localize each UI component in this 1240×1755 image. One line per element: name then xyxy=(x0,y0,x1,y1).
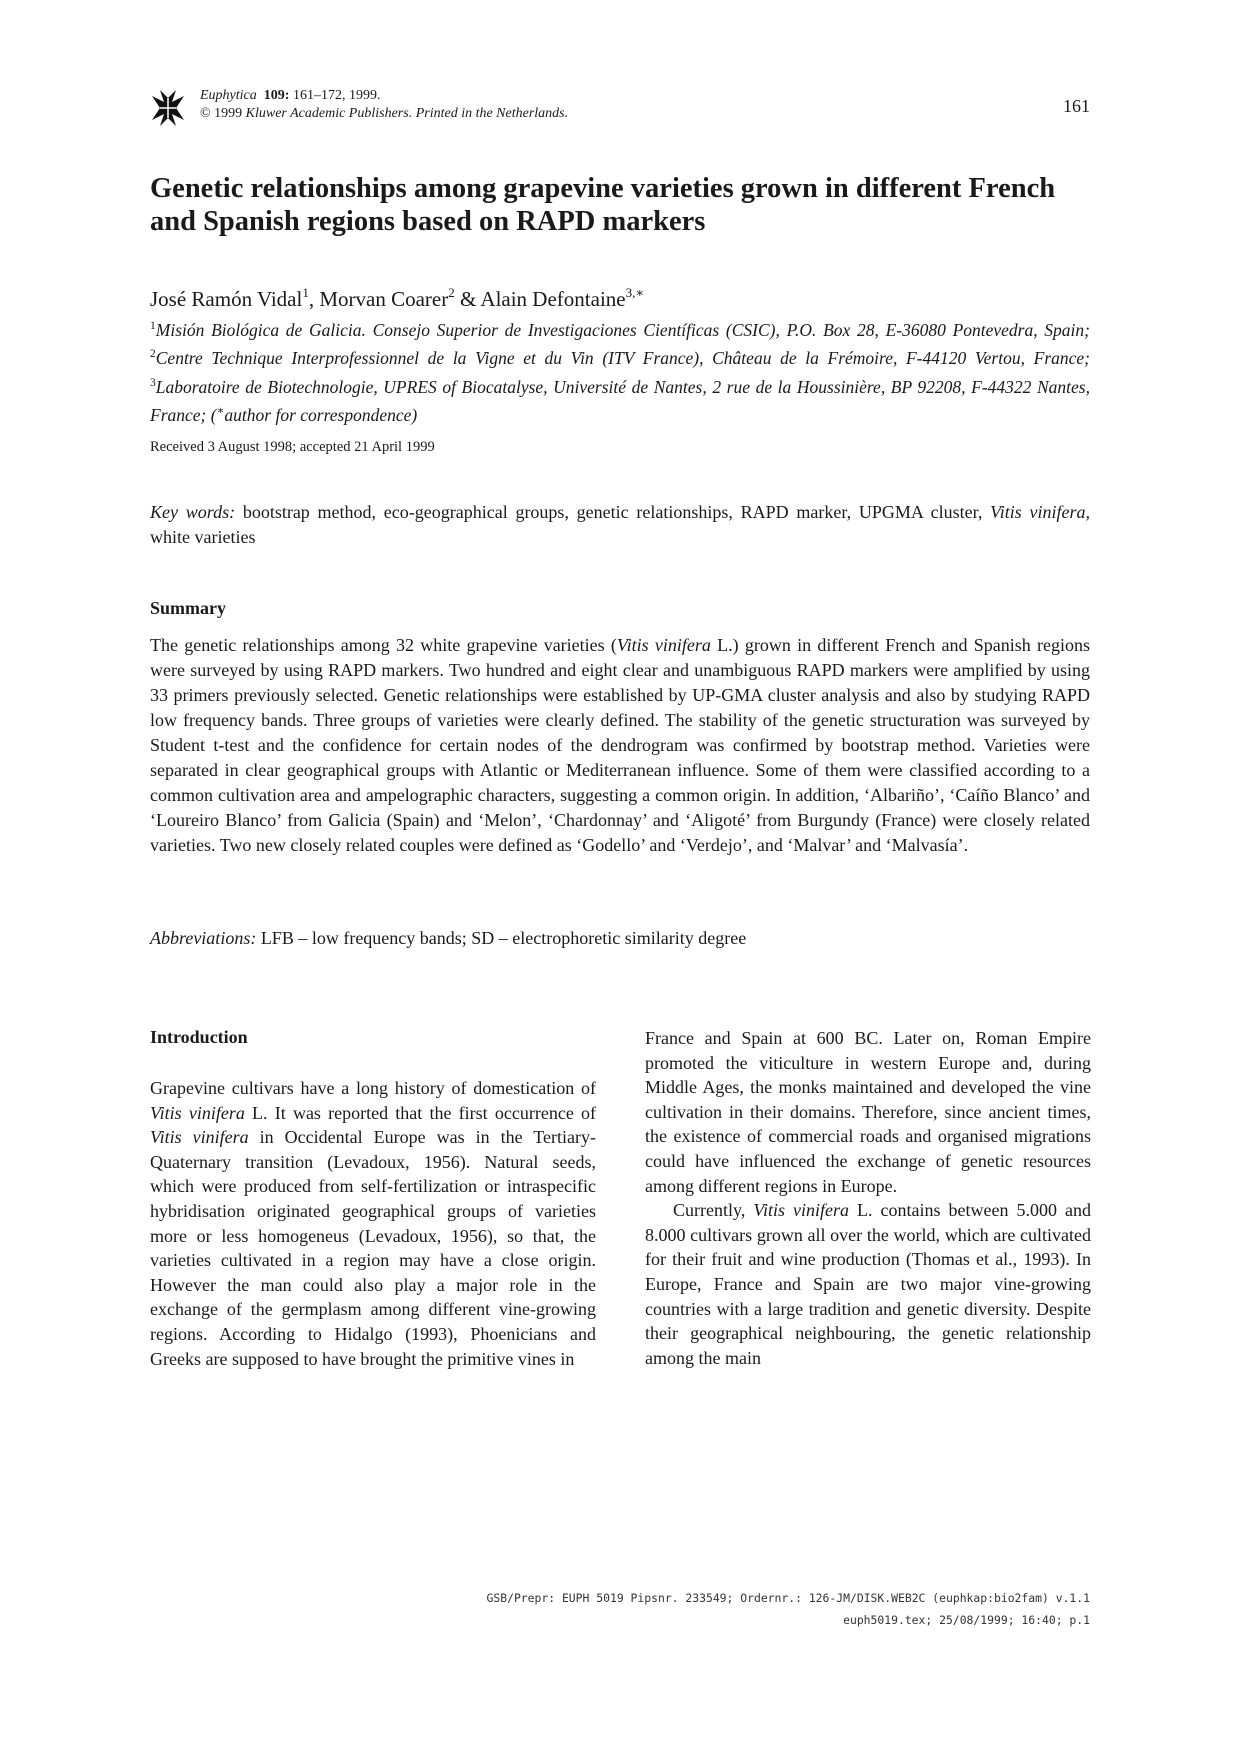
introduction-heading: Introduction xyxy=(150,1027,248,1047)
affil-sup: 3 xyxy=(150,376,156,389)
keywords-label: Key words: xyxy=(150,502,236,522)
keywords-species: Vitis vinifera, xyxy=(990,502,1091,522)
journal-pages: 161–172, 1999. xyxy=(289,88,381,103)
journal-citation xyxy=(200,87,568,123)
paper-title: Genetic relationships among grapevine varieties grown in different French and Spanish regions based on RAPD markers xyxy=(150,173,1056,237)
keywords-text: bootstrap method, eco-geographical groups, genetic relationships, RAPD marker, UPGMA cluster, xyxy=(235,502,991,522)
page-number: 161 xyxy=(1063,96,1090,116)
intro-species: Vitis vinifera xyxy=(150,1127,249,1148)
affil-text: Laboratoire de Biotechnologie, UPRES of Biocatalyse, Université de Nantes, 2 rue de la Houssinière, BP 92208, F-44322 Nantes, France; ( xyxy=(150,376,1090,425)
intro-species: Vitis vinifera xyxy=(753,1200,849,1221)
affil-sup: 1 xyxy=(150,320,156,332)
intro-paragraph xyxy=(645,1198,1091,1370)
abbrev-text: LFB – low frequency bands; SD – electrophoretic similarity degree xyxy=(256,928,747,948)
keywords-tail: white varieties xyxy=(150,526,256,547)
intro-text: L. It was reported that the first occurrence of xyxy=(244,1102,597,1123)
summary-text xyxy=(150,633,1090,858)
intro-right-column xyxy=(645,1026,1091,1370)
production-footer xyxy=(487,1587,1090,1631)
affil-sup: 2 xyxy=(150,348,156,361)
publisher: Kluwer Academic Publishers. Printed in the Netherlands. xyxy=(245,106,569,121)
intro-species: Vitis vinifera xyxy=(150,1102,245,1123)
journal-volume: 109: xyxy=(263,88,290,103)
abbrev-label: Abbreviations: xyxy=(150,928,257,948)
keywords xyxy=(150,500,1090,549)
footer-line: euph5019.tex; 25/08/1999; 16:40; p.1 xyxy=(843,1613,1090,1627)
author-sep: & xyxy=(454,287,481,311)
intro-paragraph xyxy=(150,1076,596,1371)
intro-left-column xyxy=(150,1076,596,1371)
intro-text: Grapevine cultivars have a long history of domestication of xyxy=(150,1078,596,1098)
affiliations xyxy=(150,314,1090,427)
summary-part: The genetic relationships among 32 white grapevine varieties ( xyxy=(150,635,617,655)
author-name: José Ramón Vidal xyxy=(150,287,303,311)
publisher-logo-icon xyxy=(150,86,186,130)
affil-text: author for correspondence) xyxy=(224,404,418,425)
author-sep: , xyxy=(308,287,320,311)
author-name: Morvan Coarer xyxy=(319,287,449,311)
intro-text: in Occidental Europe was in the Tertiary-Quaternary transition (Levadoux, 1956). Natural seeds, which were produced from self-fertilization or intraspecific hybridisation originated geographical groups of varieties more or less homogeneus (Levadoux, 1956), so that, the varieties cultivated in a region may have a close origin. However the man could also play a major role in the exchange of the germplasm among different vine-growing regions. According to Hidalgo (1993), Phoenicians and Greeks are supposed to have brought the primitive vines in xyxy=(150,1127,596,1369)
summary-species: Vitis vinifera xyxy=(616,635,711,655)
summary-part: L.) grown in different French and Spanish regions were surveyed by using RAPD markers. Two hundred and eight clear and unambiguous RAPD markers were amplified by using 33 primers previously selected. Genetic relationships were established by UP-GMA cluster analysis and also by studying RAPD low frequency bands. Three groups of varieties were clearly defined. The stability of the genetic structuration was surveyed by Student t-test and the confidence for certain nodes of the dendrogram was confirmed by bootstrap method. Varieties were separated in clear geographical groups with Atlantic or Mediterranean influence. Some of them were classified according to a common cultivation area and ampelographic characters, suggesting a common origin. In addition, ‘Albariño’, ‘Caíño Blanco’ and ‘Loureiro Blanco’ from Galicia (Spain) and ‘Melon’, ‘Chardonnay’ and ‘Aligoté’ from Burgundy (France) were closely related varieties. Two new closely related couples were defined as ‘Godello’ and ‘Verdejo’, and ‘Malvar’ and ‘Malvasía’. xyxy=(150,635,1090,855)
received-dates: Received 3 August 1998; accepted 21 April 1999 xyxy=(150,439,435,455)
intro-text: Currently, xyxy=(673,1200,754,1221)
journal-name: Euphytica xyxy=(200,88,257,103)
author-name: Alain Defontaine xyxy=(480,287,626,311)
affil-text: Centre Technique Interprofessionnel de la Vigne et du Vin (ITV France), Château de la Frémoire, F-44120 Vertou, France; xyxy=(155,348,1090,369)
affil-sup: ∗ xyxy=(216,404,225,417)
intro-text: L. contains between 5.000 and 8.000 cultivars grown all over the world, which are cultivated for their fruit and wine production (Thomas et al., 1993). In Europe, France and Spain are two major vine-growing countries with a large tradition and genetic diversity. Despite their geographical neighbouring, the genetic relationship among the main xyxy=(645,1200,1091,1368)
affil-text: Misión Biológica de Galicia. Consejo Superior de Investigaciones Científicas (CSIC), P.O. Box 28, E-36080 Pontevedra, Spain; xyxy=(155,319,1090,340)
author-sup: 3,∗ xyxy=(625,285,645,300)
abbreviations xyxy=(150,928,746,949)
summary-heading: Summary xyxy=(150,598,226,618)
copyright: © 1999 xyxy=(200,106,243,121)
author-list xyxy=(150,286,644,312)
footer-line: GSB/Prepr: EUPH 5019 Pipsnr. 233549; Ordernr.: 126-JM/DISK.WEB2C (euphkap:bio2fam) v.1.1 xyxy=(486,1591,1090,1605)
author-sup: 2 xyxy=(448,285,455,300)
author-sup: 1 xyxy=(302,285,309,300)
intro-paragraph: France and Spain at 600 BC. Later on, Roman Empire promoted the viticulture in western Europe and, during Middle Ages, the monks maintained and developed the vine cultivation in their domains. Therefore, since ancient times, the existence of commercial roads and organised migrations could have influenced the exchange of genetic resources among different regions in Europe. xyxy=(645,1028,1091,1196)
